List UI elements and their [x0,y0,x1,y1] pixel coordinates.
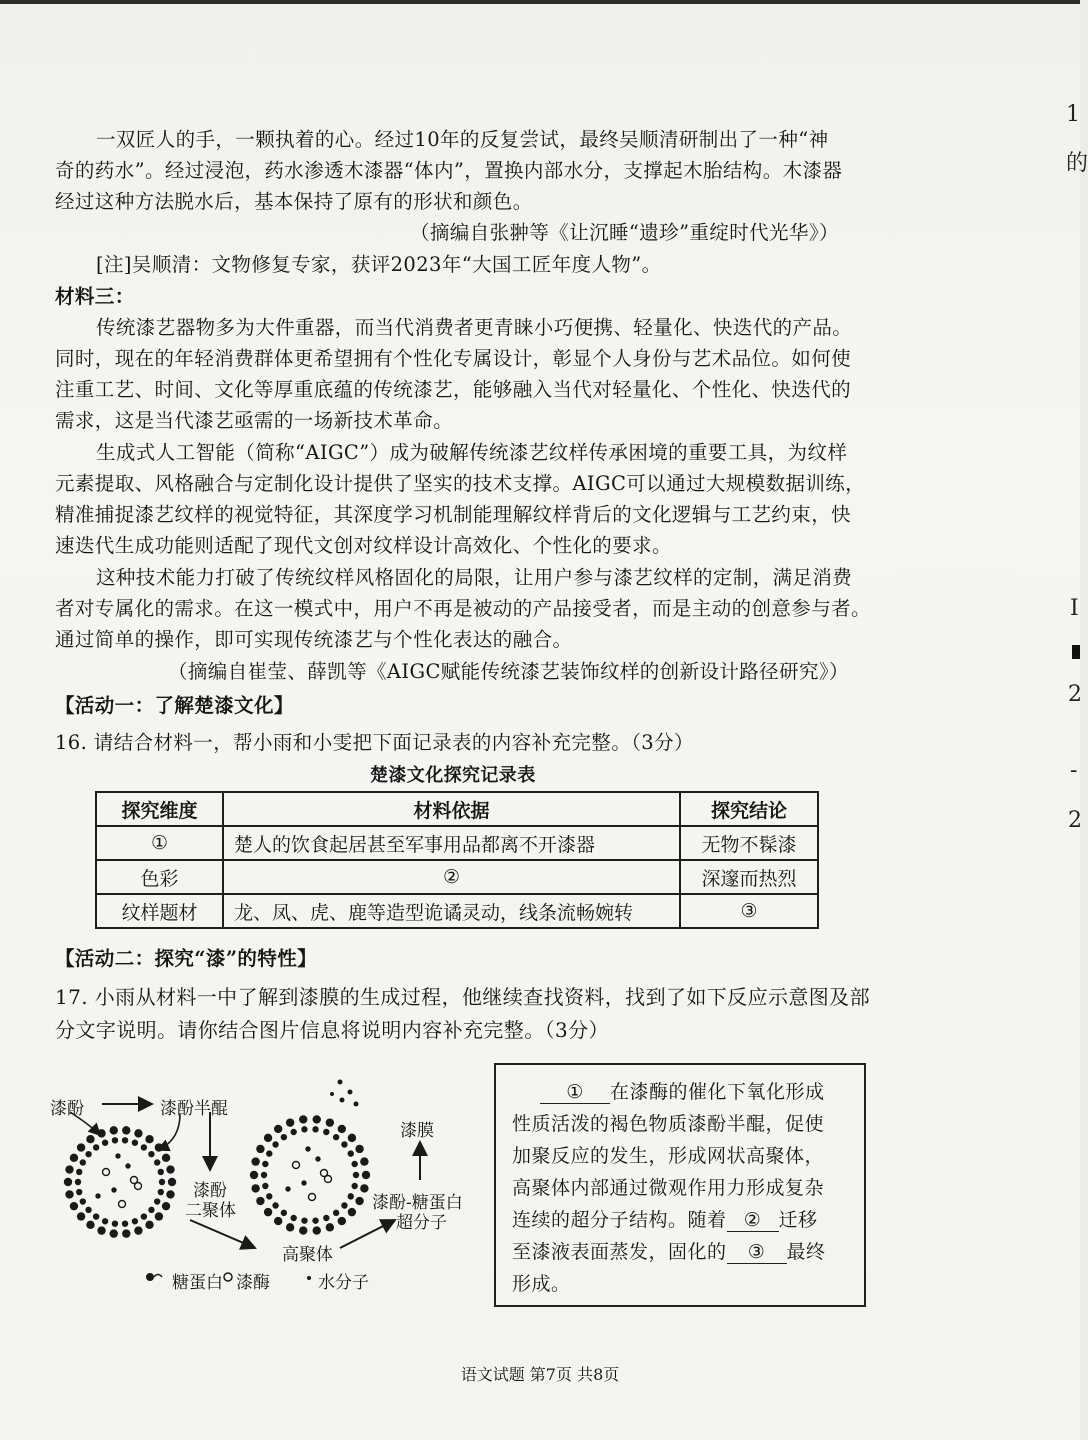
glycoprotein-dot [264,1208,272,1216]
glycoprotein-dot [360,1184,368,1192]
glycoprotein-dot [262,1161,268,1167]
glycoprotein-dot [290,1215,296,1221]
glycoprotein-dot [274,1125,282,1133]
activity-title: 【活动二：探究“漆”的特性】 [55,947,318,970]
edge-char: - [1070,758,1078,783]
glycoprotein-dot [256,1197,264,1205]
glycoprotein-dot [168,1178,176,1186]
glycoprotein-dot [64,1178,72,1186]
glycoprotein-dot [323,1215,329,1221]
glycoprotein-dot [110,1229,118,1237]
paragraph-line: 速迭代生成功能则适配了现代文创对纹样设计高效化、个性化的要求。 [55,534,672,557]
table-cell: 色彩 [96,860,223,894]
glycoprotein-dot [250,1171,258,1179]
edge-char: 的 [1066,151,1088,176]
source-citation: （摘编自崔莹、薛凯等《AIGC赋能传统漆艺装饰纹样的创新设计路径研究》） [168,660,849,683]
glycoprotein-dot [86,1221,94,1229]
glycoprotein-dot [76,1189,82,1195]
table-header: 探究结论 [680,792,818,826]
glycoprotein-dot [158,1169,164,1175]
glycoprotein-dot [355,1145,363,1153]
table-header: 材料依据 [223,792,680,826]
glycoprotein-dot [348,1134,356,1142]
glycoprotein-dot [97,1226,105,1234]
paragraph-line: 奇的药水”。经过浸泡，药水渗透木漆器“体内”，置换内部水分，支撑起木胎结构。木漆器 [55,159,843,182]
glycoprotein-dot [341,1141,347,1147]
question-17: 17. 小雨从材料一中了解到漆膜的生成过程，他继续查找资料，找到了如下反应示意图及部 [55,985,870,1009]
glycoprotein-dot [272,1202,278,1208]
box-line: 高聚体内部通过微观作用力形成复杂 [512,1177,825,1199]
diagram-label: 漆酚-糖蛋白 [372,1193,463,1213]
glycoprotein-dot [341,1202,347,1208]
diagram-label: 漆酚 [50,1099,84,1119]
edge-mark [1072,645,1080,659]
micelle-left [64,1126,176,1238]
laccase-dot [131,1177,138,1184]
glycoprotein-dot [351,1161,357,1167]
glycoprotein-dot [301,1126,307,1132]
paragraph-line: 需求，这是当代漆艺亟需的一场新技术革命。 [55,409,454,432]
reaction-diagram [40,1070,490,1300]
glycoprotein-dot [312,1217,318,1223]
glycoprotein-dot [348,1193,354,1199]
micelle-right [250,1115,370,1235]
explanation-box [494,1063,866,1307]
glycoprotein-dot [323,1129,329,1135]
activity-title: 【活动一：了解楚漆文化】 [55,694,294,717]
glycoprotein-dot [112,1220,118,1226]
glycoprotein-dot [70,1202,78,1210]
box-text: 迁移 [778,1209,818,1231]
water-molecule-dot [96,1194,100,1198]
glycoprotein-dot [158,1189,164,1195]
water-molecule-dot [112,1188,116,1192]
answer-blank-3[interactable]: ③ [727,1241,787,1264]
box-line: 形成。 [512,1273,571,1295]
glycoprotein-dot [145,1135,153,1143]
water-molecule-dot [286,1187,290,1191]
record-table [95,791,819,929]
edge-char: 2 [1068,808,1082,833]
glycoprotein-dot [313,1226,321,1234]
source-citation: （摘编自张翀等《让沉睡“遗珍”重绽时代光华》） [410,221,839,244]
paragraph-line: 生成式人工智能（简称“AIGC”）成为破解传统漆艺纹样传承困境的重要工具，为纹样 [96,441,848,464]
diagram-label: 超分子 [396,1213,447,1233]
glycoprotein-dot [338,1125,346,1133]
glycoprotein-dot [86,1135,94,1143]
glycoprotein-dot [77,1212,85,1220]
glycoprotein-dot [148,1207,154,1213]
glycoprotein-dot [286,1223,294,1231]
laccase-dot [119,1201,126,1208]
glycoprotein-dot [65,1190,73,1198]
glycoprotein-dot [122,1220,128,1226]
legend-label: 糖蛋白 [172,1273,223,1293]
box-text: 最终 [786,1241,826,1263]
top-border [0,0,1080,4]
glycoprotein-dot [251,1157,259,1165]
glycoprotein-dot [154,1198,160,1204]
table-cell: 无物不髹漆 [680,826,818,860]
glycoprotein-dot [299,1226,307,1234]
box-text: 至漆液表面蒸发，固化的 [512,1241,727,1263]
glycoprotein-dot [122,1229,130,1237]
glycoprotein-dot [145,1221,153,1229]
table-row [96,826,818,860]
glycoprotein-dot [355,1197,363,1205]
glycoprotein-dot [85,1207,91,1213]
diagram-label: 二聚体 [185,1201,236,1221]
glycoprotein-dot [353,1172,359,1178]
glycoprotein-dot [154,1159,160,1165]
laccase-dot [309,1194,316,1201]
glycoprotein-dot [141,1144,147,1150]
table-cell-blank: ③ [680,894,818,928]
water-molecule-dot [302,1181,306,1185]
paragraph-line: 注重工艺、时间、文化等厚重底蕴的传统漆艺，能够融入当代对轻量化、个性化、快迭代的 [55,378,852,401]
glycoprotein-dot [312,1126,318,1132]
laccase-dot [103,1169,110,1176]
box-line [540,1077,825,1104]
box-text: 连续的超分子结构。随着 [512,1209,727,1231]
water-molecule-dot [116,1154,120,1158]
glycoprotein-dot [132,1140,138,1146]
glycoprotein-dot [348,1150,354,1156]
glycoprotein-dot [65,1165,73,1173]
glycoprotein-dot [286,1118,294,1126]
paragraph-line: 这种技术能力打破了传统纹样风格固化的局限，让用户参与漆艺纹样的定制，满足消费 [96,566,853,589]
diagram-label: 高聚体 [282,1245,333,1265]
glycoprotein-dot [134,1226,142,1234]
glycoprotein-dot [85,1151,91,1157]
paragraph-line: 通过简单的操作，即可实现传统漆艺与个性化表达的融合。 [55,628,573,651]
answer-blank-2[interactable]: ② [727,1209,779,1232]
glycoprotein-dot [93,1213,99,1219]
glycoprotein-dot [162,1202,170,1210]
paragraph-line: 传统漆艺器物多为大件重器，而当代消费者更青睐小巧便携、轻量化、快迭代的产品。 [96,316,853,339]
glycoprotein-dot [80,1159,86,1165]
table-header-row [96,792,818,826]
glycoprotein-dot [326,1118,334,1126]
table-cell: 纹样题材 [96,894,223,928]
glycoprotein-dot [122,1126,130,1134]
glycoprotein-dot [262,1183,268,1189]
glycoprotein-dot [166,1190,174,1198]
edge-char: 1 [1066,102,1080,127]
footnote: [注]吴顺清：文物修复专家，获评2023年“大国工匠年度人物”。 [96,253,662,276]
water-molecule-dot [126,1164,130,1168]
glycoprotein-icon [146,1273,154,1281]
glycoprotein-dot [360,1157,368,1165]
glycoprotein-dot [333,1134,339,1140]
glycoprotein-dot [338,1217,346,1225]
paragraph-line: 经过这种方法脱水后，基本保持了原有的形状和颜色。 [55,190,533,213]
glycoprotein-dot [266,1150,272,1156]
question-17: 分文字说明。请你结合图片信息将说明内容补充完整。（3分） [55,1018,609,1042]
legend-label: 漆酶 [236,1273,270,1293]
glycoprotein-dot [134,1129,142,1137]
glycoprotein-dot [77,1143,85,1151]
glycoprotein-dot [75,1179,81,1185]
table-cell: 龙、凤、虎、鹿等造型诡谲灵动，线条流畅婉转 [223,894,680,928]
glycoprotein-dot [266,1193,272,1199]
box-text: 在漆酶的催化下氧化形成 [610,1081,825,1103]
glycoprotein-dot [80,1198,86,1204]
laccase-icon [224,1273,232,1281]
glycoprotein-dot [162,1154,170,1162]
table-header: 探究维度 [96,792,223,826]
glycoprotein-dot [132,1218,138,1224]
glycoprotein-dot [93,1144,99,1150]
glycoprotein-dot [102,1218,108,1224]
question-16: 16. 请结合材料一，帮小雨和小雯把下面记录表的内容补充完整。（3分） [55,731,694,754]
paragraph-line: 元素提取、风格融合与定制化设计提供了坚实的技术支撑。AIGC可以通过大规模数据训练， [55,472,866,495]
glycoprotein-dot [272,1141,278,1147]
glycoprotein-dot [256,1145,264,1153]
glycoprotein-dot [326,1223,334,1231]
glycoprotein-dot [261,1172,267,1178]
glycoprotein-dot [362,1171,370,1179]
glycoprotein-dot [110,1126,118,1134]
answer-blank-1[interactable]: ① [540,1081,610,1104]
arrow-polymerize [190,1220,255,1248]
glycoprotein-dot [122,1137,128,1143]
edge-char: I [1070,596,1079,621]
page-footer: 语文试题 第7页 共8页 [460,1365,620,1384]
water-molecule-icon [307,1276,311,1280]
paragraph-line: 者对专属化的需求。在这一模式中，用户不再是被动的产品接受者，而是主动的创意参与者。 [55,597,871,620]
glycoprotein-dot [281,1210,287,1216]
glycoprotein-dot [159,1179,165,1185]
glycoprotein-dot [299,1115,307,1123]
paragraph-line: 同时，现在的年轻消费群体更希望拥有个性化专属设计，彰显个人身份与艺术品位。如何使 [55,347,852,370]
table-title: 楚漆文化探究记录表 [370,765,536,786]
glycoprotein-dot [290,1129,296,1135]
box-line [512,1205,818,1232]
table-cell: 深邃而热烈 [680,860,818,894]
diagram-label: 漆膜 [400,1121,434,1141]
table-row [96,894,818,928]
legend-label: 水分子 [318,1273,369,1293]
glycoprotein-dot [70,1154,78,1162]
edge-char: 2 [1068,682,1082,707]
glycoprotein-dot [264,1134,272,1142]
glycoprotein-dot [251,1184,259,1192]
box-line: 性质活泼的褐色物质漆酚半醌，促使 [512,1113,825,1135]
glycoprotein-dot [112,1137,118,1143]
glycoprotein-dot [274,1217,282,1225]
arrow-supramolecule [340,1220,395,1248]
glycoprotein-dot [281,1134,287,1140]
paragraph-line: 精准捕捉漆艺纹样的视觉特征，其深度学习机制能理解纹样背后的文化逻辑与工艺约束，快 [55,503,852,526]
box-line: 加聚反应的发生，形成网状高聚体， [512,1145,825,1167]
laccase-dot [293,1162,300,1169]
water-molecule-dot [306,1147,310,1151]
glycoprotein-dot [155,1212,163,1220]
glycoprotein-dot [351,1183,357,1189]
box-line [512,1237,826,1264]
diagram-label: 漆酚半醌 [160,1099,228,1119]
table-cell-blank: ① [96,826,223,860]
glycoprotein-dot [333,1210,339,1216]
table-row [96,860,818,894]
diagram-label: 漆酚 [193,1181,227,1201]
paragraph-line: 一双匠人的手，一颗执着的心。经过10年的反复尝试，最终吴顺清研制出了一种“神 [96,128,829,151]
material-title: 材料三： [55,285,135,308]
glycoprotein-dot [348,1208,356,1216]
glycoprotein-dot [301,1217,307,1223]
table-cell-blank: ② [223,860,680,894]
table-cell: 楚人的饮食起居甚至军事用品都离不开漆器 [223,826,680,860]
glycoprotein-dot [148,1151,154,1157]
glycoprotein-dot [141,1213,147,1219]
glycoprotein-dot [313,1115,321,1123]
glycoprotein-dot [76,1169,82,1175]
laccase-dot [321,1170,328,1177]
water-molecule-dot [316,1157,320,1161]
glycoprotein-dot [166,1165,174,1173]
glycoprotein-dot [102,1140,108,1146]
